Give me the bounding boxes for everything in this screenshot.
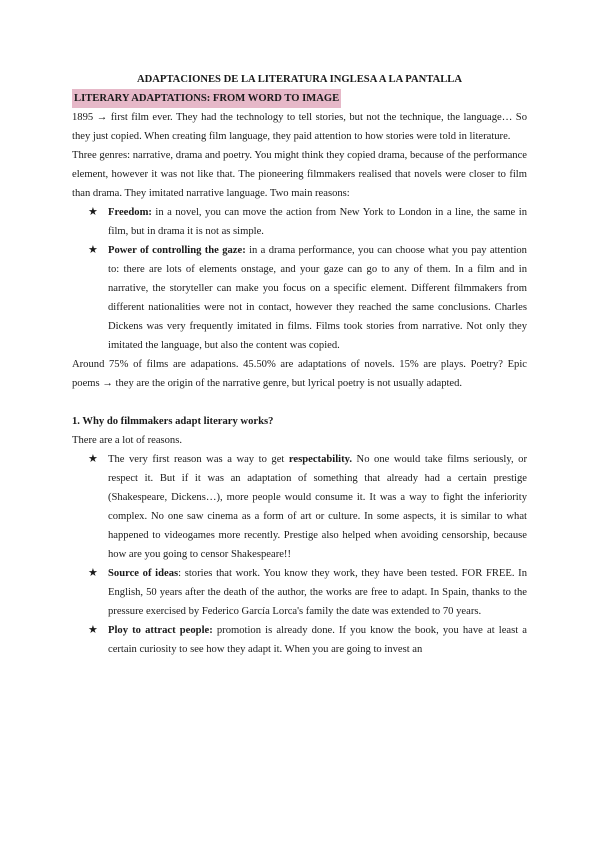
reasons-list (72, 203, 527, 355)
list-item (72, 621, 527, 659)
list-item (72, 241, 527, 355)
star-bullet-icon: ★ (88, 624, 98, 636)
stats-paragraph: Around 75% of films are adapations. 45.50% are adaptations of novels. 15% are plays. Poetry? Epic poems → they are the origin of the narrative genre, but lyrical poetry is not usually adapted. (72, 359, 527, 389)
intro-paragraph-2: Three genres: narrative, drama and poetry. You might think they copied drama, because of the performance element, however it was not like that. The pioneering filmmakers realised that novels were closer to film than drama. They imitated narrative language. Two main reasons: (72, 150, 527, 199)
spacer (72, 393, 527, 412)
item-text: : stories that work. You know they work, they have been tested. FOR FREE. In English, 50 years after the death of the author, the works are free to adapt. In Spain, thanks to the pressure exercised by Federico García Lorca's family the date was extended to 70 years. (108, 568, 527, 617)
item-text: in a novel, you can move the action from New York to London in a line, the same in film, but in drama it is not as simple. (108, 207, 527, 237)
item-bold-label: Freedom: (108, 207, 152, 218)
star-bullet-icon: ★ (88, 244, 98, 256)
item-bold-label: respectability. (288, 454, 352, 465)
document-subtitle: LITERARY ADAPTATIONS: FROM WORD TO IMAGE (72, 89, 341, 108)
star-bullet-icon: ★ (88, 206, 98, 218)
section-intro: There are a lot of reasons. (72, 435, 183, 446)
section-heading: 1. Why do filmmakers adapt literary works? (72, 416, 274, 427)
item-bold-label: Ploy to attract people: (108, 625, 213, 636)
document-page (72, 70, 527, 659)
item-text: promotion is already done. If you know the book, you have at least a certain curiosity to see how they adapt it. When you are going to invest an (108, 625, 527, 655)
item-bold-label: Power of controlling the gaze: (108, 245, 246, 256)
list-item (72, 564, 527, 621)
intro-paragraph-1: 1895 → first film ever. They had the technology to tell stories, but not the technique, the language… So they just copied. When creating film language, they paid attention to how stories were told in literature. (72, 112, 527, 142)
section-list (72, 450, 527, 659)
star-bullet-icon: ★ (88, 453, 98, 465)
item-pre-text: The very first reason was a way to get (108, 454, 289, 465)
document-title: ADAPTACIONES DE LA LITERATURA INGLESA A LA PANTALLA (136, 74, 463, 85)
list-item (72, 450, 527, 564)
item-text: in a drama performance, you can choose what you pay attention to: there are lots of elements onstage, and your gaze can go to any of them. In a film and in narrative, the storyteller can make you focus on a specific element. Different filmmakers from different nationalities were not in contact, however they reached the same conclusions. Charles Dickens was very frequently imitated in films. Films took stories from narrative. Not only they imitated the language, but also the content was copied. (108, 245, 527, 351)
item-text: No one would take films seriously, or respect it. But if it was an adaptation of something that already had a certain prestige (Shakespeare, Dickens…), more people would consume it. It was a way to fight the inferiority complex. No one saw cinema as a form of art or culture. In some aspects, it is similar to what happened to videogames more recently. Prestige also helped when avoiding censorship, because how are you going to censor Shakespeare!! (108, 454, 527, 560)
item-bold-label: Source of ideas (108, 568, 179, 579)
star-bullet-icon: ★ (88, 567, 98, 579)
list-item (72, 203, 527, 241)
